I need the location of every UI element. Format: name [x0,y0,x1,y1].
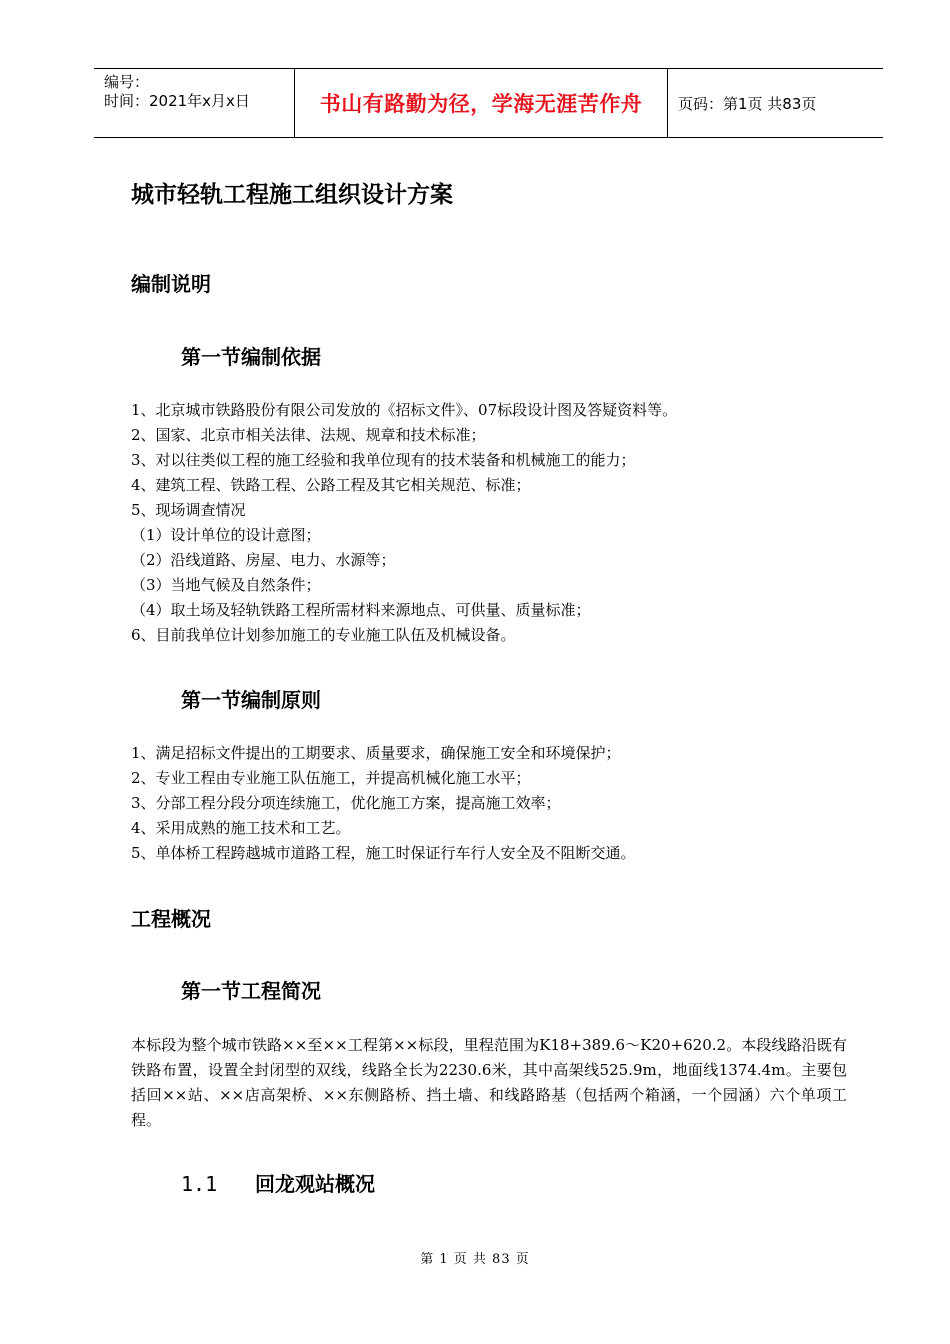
list-item: （2）沿线道路、房屋、电力、水源等； [131,551,396,569]
subsection-title: 回龙观站概况 [255,1172,375,1196]
document-title: 城市轻轨工程施工组织设计方案 [131,182,453,208]
subsection-number: 1.1 [181,1172,218,1196]
list-item: 2、国家、北京市相关法律、法规、规章和技术标准； [131,426,486,444]
overview-paragraph: 本标段为整个城市铁路××至××工程第××标段，里程范围为K18+389.6～K20+620.2。本段线路沿既有铁路布置，设置全封闭型的双线，线路全长为2230.6米，其中高架线525.9m，地面线1374.4m。主要包括回××站、××店高架桥、××东侧路桥、挡土墙、和线路路基（包括两个箱涵，一个园涵）六个单项工程。 [131,1036,847,1129]
list-item: 3、对以往类似工程的施工经验和我单位现有的技术装备和机械施工的能力； [131,451,636,469]
subsection-1-1-heading [181,1168,375,1197]
list-item: 3、分部工程分段分项连续施工，优化施工方案，提高施工效率； [131,794,561,812]
subsection-heading-principles: 第一节编制原则 [181,688,321,712]
basis-list [131,398,677,648]
list-item: 1、满足招标文件提出的工期要求、质量要求，确保施工安全和环境保护； [131,744,621,762]
page-footer: 第 1 页 共 83 页 [420,1252,530,1267]
section-heading-overview: 工程概况 [131,907,211,931]
list-item: （1）设计单位的设计意图； [131,526,321,544]
header-number-label: 编号： [104,73,150,91]
header-motto: 书山有路勤为径，学海无涯苦作舟 [295,69,668,137]
list-item: 1、北京城市铁路股份有限公司发放的《招标文件》、07标段设计图及答疑资料等。 [131,401,678,419]
header-meta-cell [94,69,295,137]
list-item: 5、单体桥工程跨越城市道路工程，施工时保证行车行人安全及不阻断交通。 [131,844,636,862]
list-item: 6、目前我单位计划参加施工的专业施工队伍及机械设备。 [131,626,516,644]
list-item: 4、建筑工程、铁路工程、公路工程及其它相关规范、标准； [131,476,531,494]
page-header [94,68,883,138]
list-item: 2、专业工程由专业施工队伍施工，并提高机械化施工水平； [131,769,531,787]
list-item: （4）取土场及轻轨铁路工程所需材料来源地点、可供量、质量标准； [131,601,591,619]
list-item: （3）当地气候及自然条件； [131,576,321,594]
section-heading-compilation: 编制说明 [131,272,211,296]
subsection-heading-brief: 第一节工程简况 [181,979,321,1003]
header-page-info: 页码：第1页 共83页 [678,94,817,113]
subsection-heading-basis: 第一节编制依据 [181,345,321,369]
principles-list [131,741,636,866]
header-time-label: 时间：2021年x月x日 [104,92,250,110]
list-item: 5、现场调查情况 [131,501,246,519]
list-item: 4、采用成熟的施工技术和工艺。 [131,819,351,837]
